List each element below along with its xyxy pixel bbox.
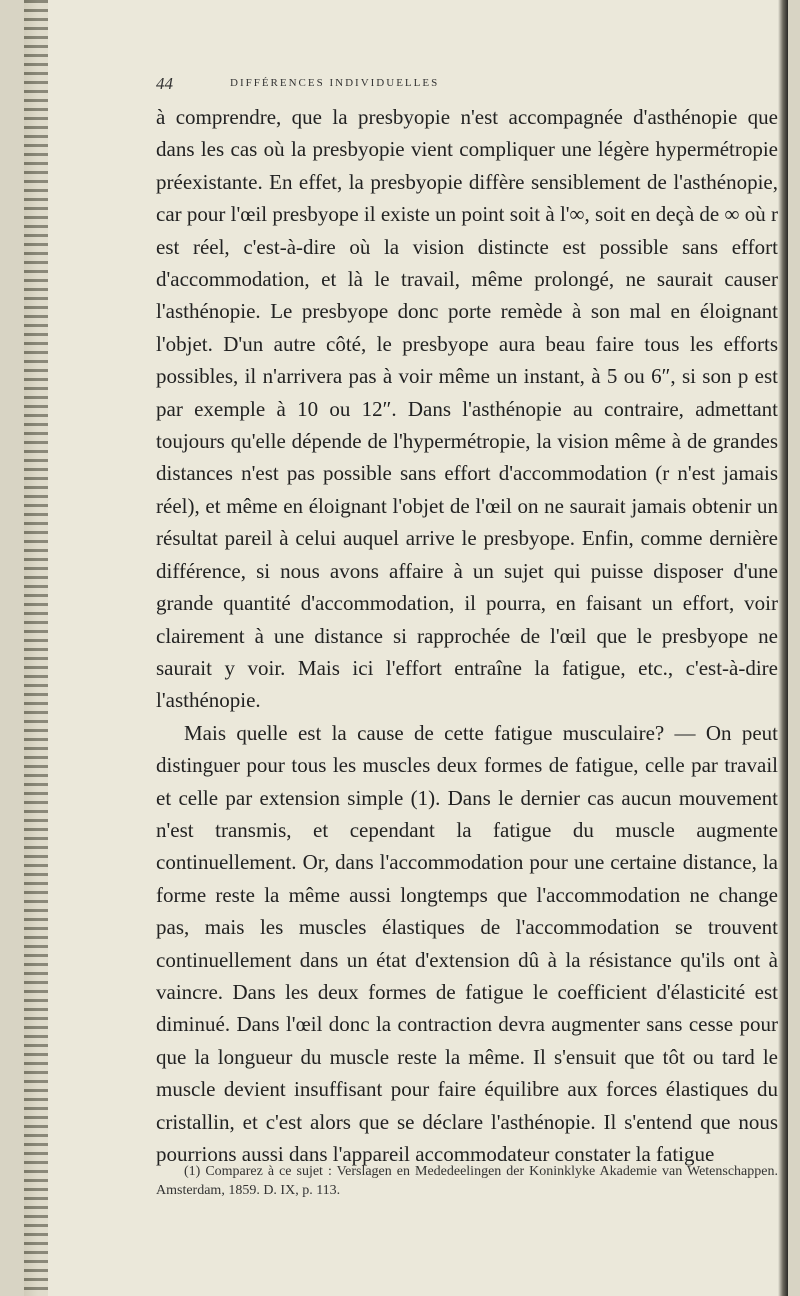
paragraph: à comprendre, que la presbyopie n'est accompagnée d'asthénopie que dans les cas où la presbyopie vient compliquer une légère hypermétropie préexistante. En effet, la presbyopie diffère sensiblement de l'asthénopie, car pour l'œil presbyope il existe un point soit à l'∞, soit en deçà de ∞ où r est réel, c'est-à-dire où la vision distincte est possible sans effort d'accommodation, et là le travail, même prolongé, ne saurait causer l'asthénopie. Le presbyope donc porte remède à son mal en éloignant l'objet. D'un autre côté, le presbyope aura beau faire tous les efforts possibles, il n'arrivera pas à voir même un instant, à 5 ou 6″, si son p est par exemple à 10 ou 12″. Dans l'asthénopie au contraire, admettant toujours qu'elle dépende de l'hypermétropie, la vision même à de grandes distances n'est pas possible sans effort d'accommodation (r n'est jamais réel), et même en éloignant l'objet de l'œil on ne saurait jamais obtenir un résultat pareil à celui auquel arrive le presbyope. Enfin, comme dernière différence, si nous avons affaire à un sujet qui puisse disposer d'une grande quantité d'accommodation, il pourra, en faisant un effort, voir clairement à une distance si rapprochée de l'œil que le presbyope ne saurait y voir. Mais ici l'effort entraîne la fatigue, etc., c'est-à-dire l'asthénopie. [156,105,778,713]
book-page [24,0,788,1296]
body-text [156,101,778,1170]
page-number: 44 [156,74,173,93]
page-header [156,74,744,98]
page-binding-edge [24,0,48,1296]
paragraph: Mais quelle est la cause de cette fatigue musculaire? — On peut distinguer pour tous les muscles deux formes de fatigue, celle par travail et celle par extension simple (1). Dans le dernier cas aucun mouvement n'est transmis, et cependant la fatigue du muscle augmente continuellement. Or, dans l'accommodation pour une certaine distance, la forme reste la même aussi longtemps que l'accommodation ne change pas, mais les muscles élastiques de l'accommodation se trouvent continuellement dans un état d'extension dû à la résistance qu'ils ont à vaincre. Dans les deux formes de fatigue le coefficient d'élasticité est diminué. Dans l'œil donc la contraction devra augmenter sans cesse pour que la longueur du muscle reste la même. Il s'ensuit que tôt ou tard le muscle devient insuffisant pour faire équilibre aux forces élastiques du cristallin, et c'est alors que se déclare l'asthénopie. Il s'entend que nous pourrions aussi dans l'appareil accommodateur constater la fatigue [156,720,778,1166]
footnote: (1) Comparez à ce sujet : Verslagen en Mededeelingen der Koninklyke Akademie van Wetenschappen. Amsterdam, 1859. D. IX, p. 113. [156,1164,778,1198]
running-title: DIFFÉRENCES INDIVIDUELLES [230,77,440,89]
